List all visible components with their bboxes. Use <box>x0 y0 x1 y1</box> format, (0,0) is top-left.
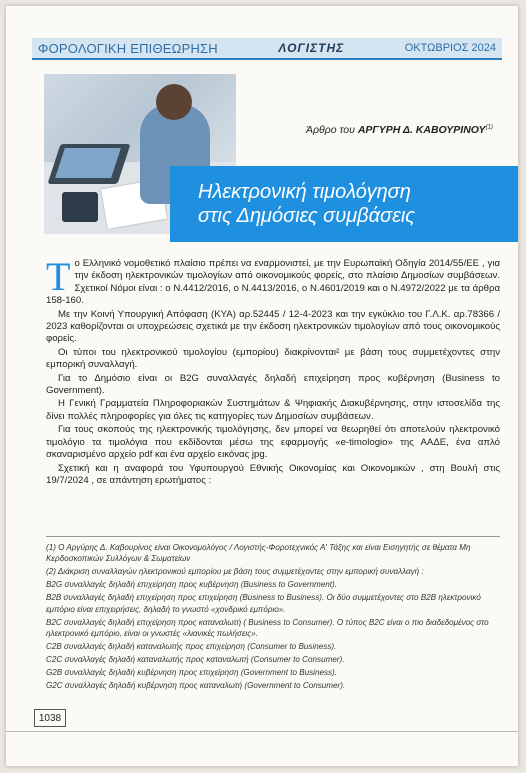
paragraph-7: Σχετική και η αναφορά του Υφυπουργού Εθνικής Οικονομίας και Οικονομικών , στη Βουλή στις 19/7/2024 , σε απάντηση ερωτήματος : <box>46 462 500 486</box>
paragraph-4: Για το Δημόσιο είναι οι B2G συναλλαγές δηλαδή επιχείρηση προς κυβέρνηση (Business to Government). <box>46 372 500 397</box>
footnote-item: G2B συναλλαγές δηλαδή κυβέρνηση προς επιχείρηση (Government to Business). <box>46 668 337 678</box>
paragraph-5: Η Γενική Γραμματεία Πληροφοριακών Συστημάτων & Ψηφιακής Διακυβέρνησης, στην ιστοσελίδα της δίνει πολλές πληροφορίες για όλες τις κατηγορίες των Δημοσίων συμβάσεων. <box>46 398 500 422</box>
paragraph-3: Οι τύποι του ηλεκτρονικού τιμολογίου (εμπορίου) διακρίνονται² με βάση τους συμμετέχοντες στην εμπορική συναλλαγή. <box>46 346 500 371</box>
footnote-divider <box>46 536 500 537</box>
journal-title: ΦΟΡΟΛΟΓΙΚΗ ΕΠΙΘΕΩΡΗΣΗ <box>38 40 218 56</box>
footnote-1: (1) Ο Αργύρης Δ. Καβουρίνος είναι Οικονομολόγος / Λογιστής-Φοροτεχνικός Α' Τάξης και είναι Εισηγητής σε θέματα Μη Κερδοσκοπικών Συλλόγων & Σωματείων <box>46 543 471 564</box>
journal-page <box>6 6 518 766</box>
article-title-box <box>170 166 518 242</box>
footnote-item: C2B συναλλαγές δηλαδή καταναλωτής προς επιχείρηση (Consumer to Business). <box>46 642 337 652</box>
author-name: ΑΡΓΥΡΗ Δ. ΚΑΒΟΥΡΙΝΟΥ <box>357 124 486 136</box>
title-line-2: στις Δημόσιες συμβάσεις <box>198 205 416 227</box>
drop-cap: Τ <box>46 254 71 299</box>
calculator-shape <box>62 192 98 222</box>
laptop-screen <box>55 148 121 178</box>
footnote-item: B2B συναλλαγές δηλαδή επιχείρηση προς επιχείρηση (Business to Business). Οι δύο συμμετέχοντες στο B2B ηλεκτρονικό εμπόριο είναι επιχειρήσεις, δηλαδή το γνωστό «χονδρικό εμπόριο». <box>46 593 481 614</box>
article-byline <box>306 124 516 136</box>
footnote-item: B2G συναλλαγές δηλαδή επιχείρηση προς κυβέρνηση (Business to Government). <box>46 580 337 590</box>
title-line-1: Ηλεκτρονική τιμολόγηση <box>198 181 411 203</box>
footnotes <box>46 542 500 693</box>
running-header <box>32 38 502 60</box>
magazine-logo: ΛΟΓΙΣΤΗΣ <box>278 41 345 55</box>
issue-date: ΟΚΤΩΒΡΙΟΣ 2024 <box>404 42 496 54</box>
footnote-item: B2C συναλλαγές δηλαδή επιχείρηση προς καταναλωτή ( Business to Consumer). Ο τύπος B2C είναι ο πιο διαδεδομένος στο ηλεκτρονικό εμπόριο, είναι οι γνωστές «λιανικές πωλήσεις». <box>46 617 489 639</box>
paragraph-1: Το Ελληνικό νομοθετικό πλαίσιο πρέπει να εναρμονιστεί, με την Ευρωπαϊκή Οδηγία 2014/55/ΕΕ , για την έκδοση ηλεκτρονικών τιμολογίων από οικονομικούς φορείς, στο πλαίσιο Δημοσίων συμβάσεων. Σχετικοί Νόμοι είναι : ο Ν.4412/2016, ο Ν.4413/2016, ο Ν.4601/2019 και ο Ν.4972/2022 με τα άρθρα 158-160. <box>46 254 500 307</box>
page-number: 1038 <box>34 709 66 727</box>
author-footnote-mark: (1) <box>485 124 493 131</box>
footnote-item: C2C συναλλαγές δηλαδή καταναλωτής προς καταναλωτή (Consumer to Consumer). <box>46 655 345 665</box>
person-head <box>156 84 192 120</box>
paragraph-2: Με την Κοινή Υπουργική Απόφαση (ΚΥΑ) αρ.52445 / 12-4-2023 και την εγκύκλιο του Γ.Λ.Κ. αρ.78366 / 2023 καθορίζονται οι υποχρεώσεις σχετικά με την έκδοση ηλεκτρονικών τιμολογίων από τους οικονομικούς φορείς. <box>46 308 500 345</box>
article-body <box>46 254 500 488</box>
bottom-divider <box>6 731 518 732</box>
paragraph-6: Για τους σκοπούς της ηλεκτρονικής τιμολόγησης, δεν μπορεί να θεωρηθεί ότι αποτελούν ηλεκτρονικό τιμολόγιο τα τιμολόγια που εκδίδονται μέσω της εφαρμογής «e-timologio» της ΑΑΔΕ, ένα απλό σκαναρισμένο αρχείο pdf και ένα αρχείο εικόνας jpg. <box>46 424 500 461</box>
footnote-2: (2) Διάκριση συναλλαγών ηλεκτρονικού εμπορίου με βάση τους συμμετέχοντες στην εμπορική συναλλαγή : <box>46 567 424 577</box>
byline-prefix: Άρθρο του <box>306 124 355 136</box>
footnote-item: G2C συναλλαγές δηλαδή κυβέρνηση προς καταναλωτή (Government to Consumer). <box>46 681 346 691</box>
